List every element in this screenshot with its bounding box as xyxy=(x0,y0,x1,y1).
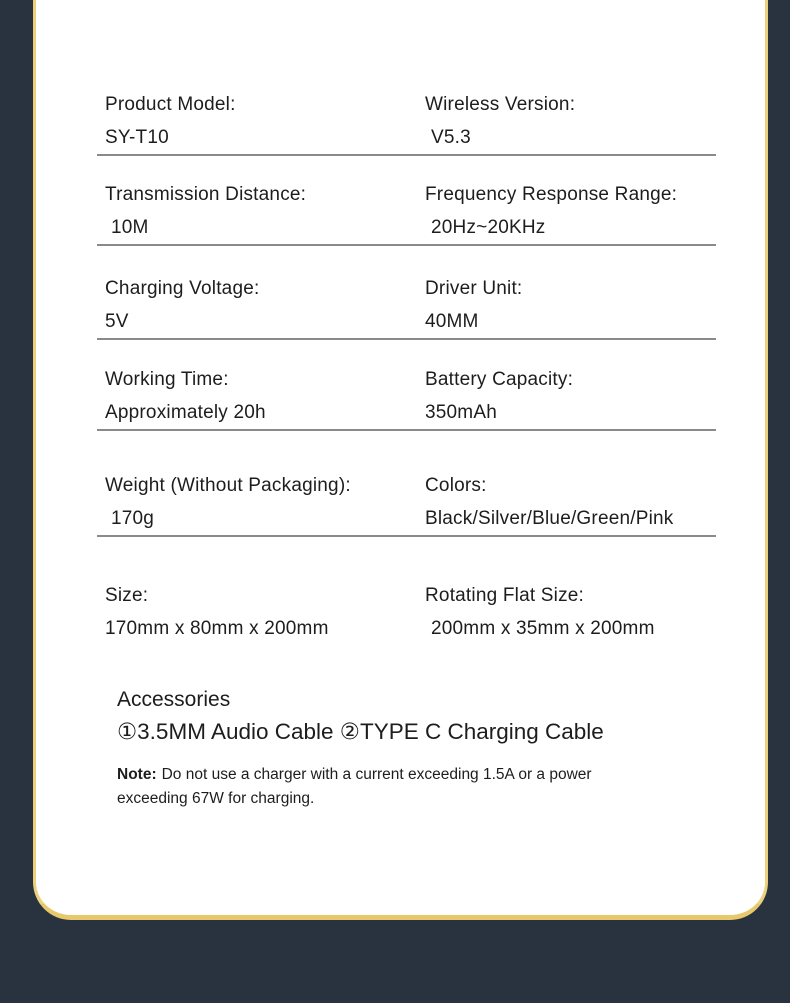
spec-row-voltage-driver xyxy=(105,272,765,338)
spec-label-size: Size: xyxy=(105,585,149,606)
note-label: Note: xyxy=(117,766,157,783)
accessories-title: Accessories xyxy=(117,688,231,711)
spec-value-weight: 170g xyxy=(111,508,155,529)
spec-label-battery-capacity: Battery Capacity: xyxy=(425,369,574,390)
spec-cell-frequency-response xyxy=(425,178,765,244)
spec-row-product-model-wireless-version xyxy=(105,88,765,154)
accessories-items: ①3.5MM Audio Cable ②TYPE C Charging Cable xyxy=(117,719,604,744)
spec-card-content xyxy=(36,88,765,1003)
divider xyxy=(97,535,716,537)
note-text xyxy=(117,763,677,811)
spec-label-colors: Colors: xyxy=(425,475,487,496)
spec-row-working-time-battery xyxy=(105,363,765,429)
spec-cell-transmission-distance xyxy=(105,178,425,244)
spec-value-transmission-distance: 10M xyxy=(111,217,149,238)
spec-cell-working-time xyxy=(105,363,425,429)
spec-value-rotating-flat-size: 200mm x 35mm x 200mm xyxy=(431,618,655,639)
divider xyxy=(97,429,716,431)
spec-cell-charging-voltage xyxy=(105,272,425,338)
spec-cell-battery-capacity xyxy=(425,363,765,429)
spec-value-battery-capacity: 350mAh xyxy=(425,402,497,423)
spec-value-driver-unit: 40MM xyxy=(425,311,479,332)
spec-cell-size xyxy=(105,579,425,645)
spec-cell-weight xyxy=(105,469,425,535)
spec-cell-wireless-version xyxy=(425,88,765,154)
spec-card xyxy=(33,0,768,920)
spec-label-transmission-distance: Transmission Distance: xyxy=(105,184,307,205)
spec-label-charging-voltage: Charging Voltage: xyxy=(105,278,260,299)
accessories-section xyxy=(117,685,765,749)
spec-cell-colors xyxy=(425,469,765,535)
spec-value-frequency-response: 20Hz~20KHz xyxy=(431,217,546,238)
note-line2: exceeding 67W for charging. xyxy=(117,790,315,807)
spec-row-transmission-frequency xyxy=(105,178,765,244)
spec-value-charging-voltage: 5V xyxy=(105,311,129,332)
spec-value-product-model: SY-T10 xyxy=(105,127,169,148)
spec-label-wireless-version: Wireless Version: xyxy=(425,94,576,115)
spec-value-colors: Black/Silver/Blue/Green/Pink xyxy=(425,508,674,529)
spec-label-rotating-flat-size: Rotating Flat Size: xyxy=(425,585,585,606)
spec-label-weight: Weight (Without Packaging): xyxy=(105,475,351,496)
spec-value-working-time: Approximately 20h xyxy=(105,402,266,423)
divider xyxy=(97,338,716,340)
spec-value-wireless-version: V5.3 xyxy=(431,127,471,148)
spec-label-product-model: Product Model: xyxy=(105,94,236,115)
spec-value-size: 170mm x 80mm x 200mm xyxy=(105,618,329,639)
divider xyxy=(97,154,716,156)
note-line1: Do not use a charger with a current exceeding 1.5A or a power xyxy=(161,766,592,783)
divider xyxy=(97,244,716,246)
spec-cell-rotating-flat-size xyxy=(425,579,765,645)
spec-cell-driver-unit xyxy=(425,272,765,338)
spec-row-size-rotating xyxy=(105,579,765,645)
spec-row-weight-colors xyxy=(105,469,765,535)
spec-label-working-time: Working Time: xyxy=(105,369,229,390)
spec-label-frequency-response: Frequency Response Range: xyxy=(425,184,678,205)
spec-label-driver-unit: Driver Unit: xyxy=(425,278,523,299)
spec-cell-product-model xyxy=(105,88,425,154)
